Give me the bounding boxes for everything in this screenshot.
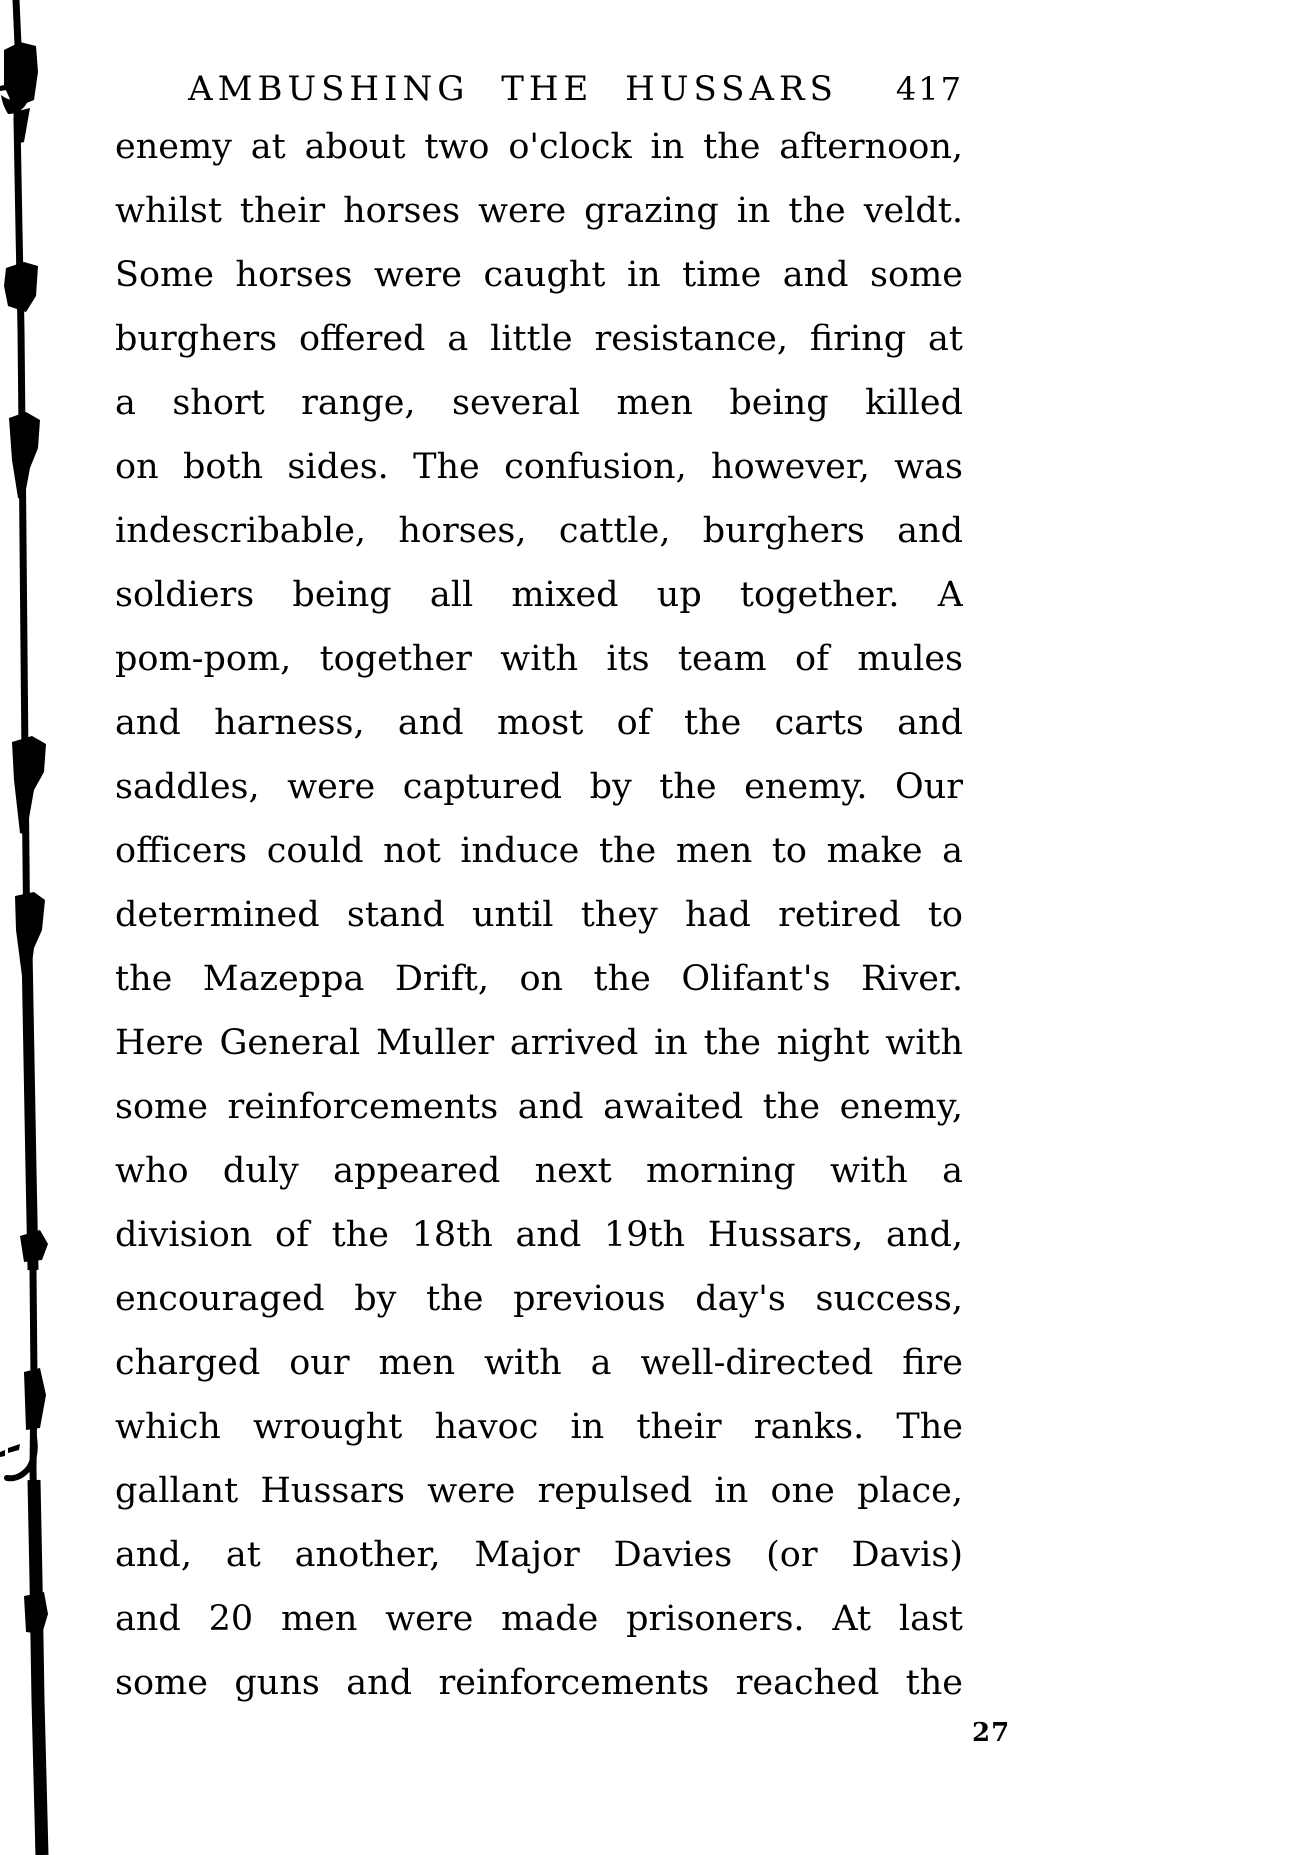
text-line: whilst their horses were grazing in the veldt.	[115, 191, 963, 231]
binding-ink-artifact-icon	[0, 0, 120, 1855]
text-line: indescribable, horses, cattle, burghers and	[115, 511, 963, 551]
text-line: determined stand until they had retired to	[115, 895, 963, 935]
text-line: charged our men with a well-directed fire	[115, 1343, 963, 1383]
text-line: and, at another, Major Davies (or Davis)	[115, 1535, 963, 1575]
text-line: and harness, and most of the carts and	[115, 703, 963, 743]
text-line: who duly appeared next morning with a	[115, 1151, 963, 1191]
text-line: enemy at about two o'clock in the afternoon,	[115, 127, 963, 167]
text-line: pom-pom, together with its team of mules	[115, 639, 963, 679]
text-line: a short range, several men being killed	[115, 383, 963, 423]
text-line: on both sides. The confusion, however, was	[115, 447, 963, 487]
text-line: Here General Muller arrived in the night with	[115, 1023, 963, 1063]
text-line: soldiers being all mixed up together. A	[115, 575, 963, 615]
text-line: saddles, were captured by the enemy. Our	[115, 767, 963, 807]
text-line: some guns and reinforcements reached the	[115, 1663, 963, 1703]
text-line: division of the 18th and 19th Hussars, and,	[115, 1215, 963, 1255]
body-text-block	[115, 115, 963, 1715]
text-line: gallant Hussars were repulsed in one place,	[115, 1471, 963, 1511]
signature-mark: 27	[972, 1718, 1011, 1748]
text-line: the Mazeppa Drift, on the Olifant's River.	[115, 959, 963, 999]
text-line: which wrought havoc in their ranks. The	[115, 1407, 963, 1447]
text-line: officers could not induce the men to make a	[115, 831, 963, 871]
running-title: AMBUSHING THE HUSSARS	[188, 69, 838, 109]
page-header	[115, 64, 963, 114]
text-line: Some horses were caught in time and some	[115, 255, 963, 295]
text-line: some reinforcements and awaited the enemy,	[115, 1087, 963, 1127]
text-line: and 20 men were made prisoners. At last	[115, 1599, 963, 1639]
text-line: burghers offered a little resistance, firing at	[115, 319, 963, 359]
text-line: encouraged by the previous day's success,	[115, 1279, 963, 1319]
page-number: 417	[895, 70, 963, 108]
